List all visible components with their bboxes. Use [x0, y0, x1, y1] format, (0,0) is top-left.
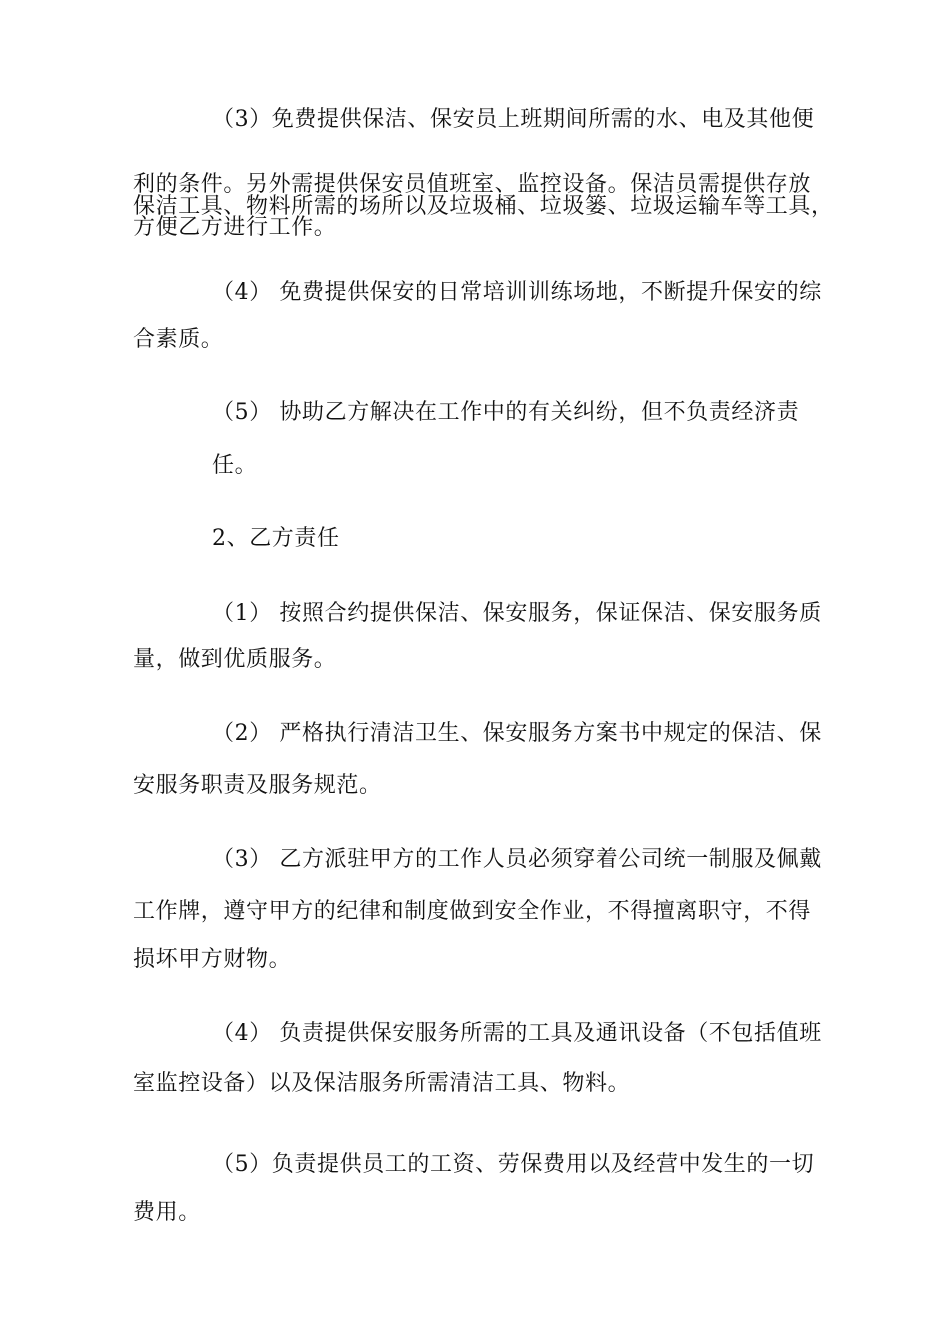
text-line: （5） 协助乙方解决在工作中的有关纠纷，但不负责经济责: [212, 400, 800, 425]
text-line: （4） 负责提供保安服务所需的工具及通讯设备（不包括值班: [212, 1021, 822, 1046]
text-line: （3） 乙方派驻甲方的工作人员必须穿着公司统一制服及佩戴: [212, 847, 822, 872]
text-line: 安服务职责及服务规范。: [133, 773, 382, 798]
text-line: （1） 按照合约提供保洁、保安服务，保证保洁、保安服务质: [212, 601, 822, 626]
text-line: 利的条件。另外需提供保安员值班室、监控设备。保洁员需提供存放: [133, 172, 812, 197]
text-line: （4） 免费提供保安的日常培训训练场地，不断提升保安的综: [212, 280, 822, 305]
text-line: 费用。: [133, 1200, 201, 1225]
text-line: 合素质。: [133, 327, 224, 352]
text-line: 任。: [212, 453, 258, 478]
text-line: （2） 严格执行清洁卫生、保安服务方案书中规定的保洁、保: [212, 721, 822, 746]
text-line: 室监控设备）以及保洁服务所需清洁工具、物料。: [133, 1071, 631, 1096]
text-line: （3）免费提供保洁、保安员上班期间所需的水、电及其他便: [212, 107, 815, 132]
text-line: 量，做到优质服务。: [133, 647, 337, 672]
text-line: 损坏甲方财物。: [133, 947, 292, 972]
text-line: 保洁工具、物料所需的场所以及垃圾桶、垃圾篓、垃圾运输车等工具，: [133, 194, 834, 219]
text-line: 工作牌，遵守甲方的纪律和制度做到安全作业，不得擅离职守，不得: [133, 899, 812, 924]
text-line: 方便乙方进行工作。: [133, 215, 337, 240]
section-heading: 2、乙方责任: [212, 526, 340, 551]
text-line: （5）负责提供员工的工资、劳保费用以及经营中发生的一切: [212, 1152, 815, 1177]
